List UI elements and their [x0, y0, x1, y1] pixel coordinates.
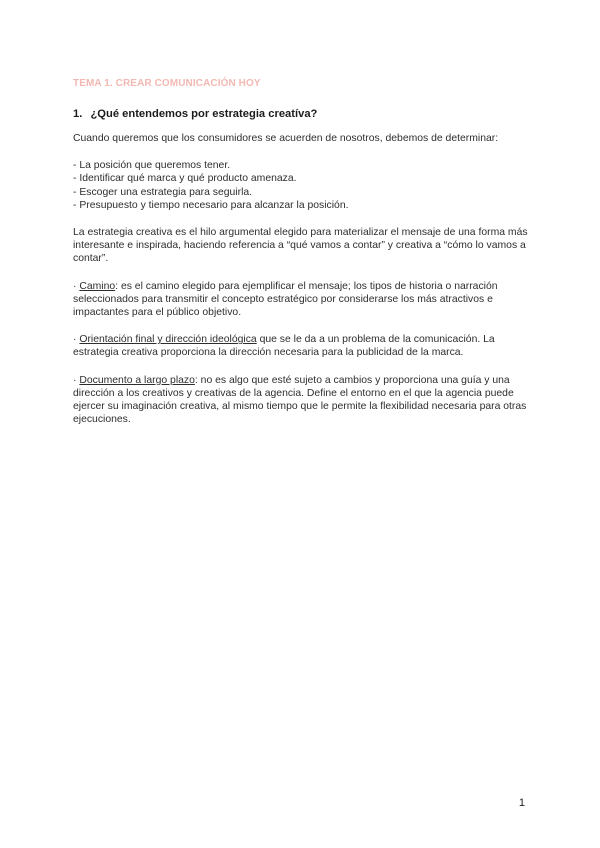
bullet-dot: · [73, 334, 80, 346]
section-number: 1. [73, 108, 83, 120]
bullet-dot: · [73, 280, 80, 292]
list-item: - Escoger una estrategia para seguirla. [73, 186, 253, 198]
orientacion-paragraph [73, 333, 533, 359]
camino-text: : es el camino elegido para ejemplificar el mensaje; los tipos de historia o narración seleccionados para transmitir el concepto estratégico por considerarse los más atractivos e impactantes para el público objetivo. [73, 280, 498, 319]
page-number: 1 [518, 797, 525, 809]
orientacion-text: que se le da a un problema de la comunicación. La estrategia creativa proporciona la dirección necesaria para la publicidad de la marca. [73, 334, 495, 359]
camino-term: Camino [79, 280, 116, 292]
bullet-dot: · [73, 374, 80, 386]
section-title-text: ¿Qué entendemos por estrategia creatíva? [90, 108, 318, 120]
documento-text: : no es algo que esté sujeto a cambios y proporciona una guía y una dirección a los creativos y creativas de la agencia. Define el entorno en el que la agencia puede ejercer su imaginación creativa, al mismo tiempo que le permite la flexibilidad necesaria para otras ejecuciones. [73, 374, 527, 426]
topic-header: TEMA 1. CREAR COMUNICACIÓN HOY [73, 78, 261, 89]
page-content [73, 77, 533, 440]
determination-list [73, 159, 533, 212]
list-item: - La posición que queremos tener. [73, 160, 231, 172]
intro-paragraph: Cuando queremos que los consumidores se acuerden de nosotros, debemos de determinar: [73, 133, 499, 144]
list-item: - Identificar qué marca y qué producto amenaza. [73, 173, 297, 185]
documento-term: Documento a largo plazo [79, 374, 195, 386]
camino-paragraph [73, 280, 533, 320]
orientacion-term: Orientación final y dirección ideológica [79, 334, 257, 346]
section-title [73, 107, 533, 121]
documento-paragraph [73, 374, 533, 427]
list-item: - Presupuesto y tiempo necesario para alcanzar la posición. [73, 199, 349, 211]
strategy-paragraph: La estrategia creativa es el hilo argumental elegido para materializar el mensaje de una forma más interesante e inspirada, haciendo referencia a “qué vamos a contar” y creativa a “cómo lo vamos a contar”. [73, 227, 528, 265]
